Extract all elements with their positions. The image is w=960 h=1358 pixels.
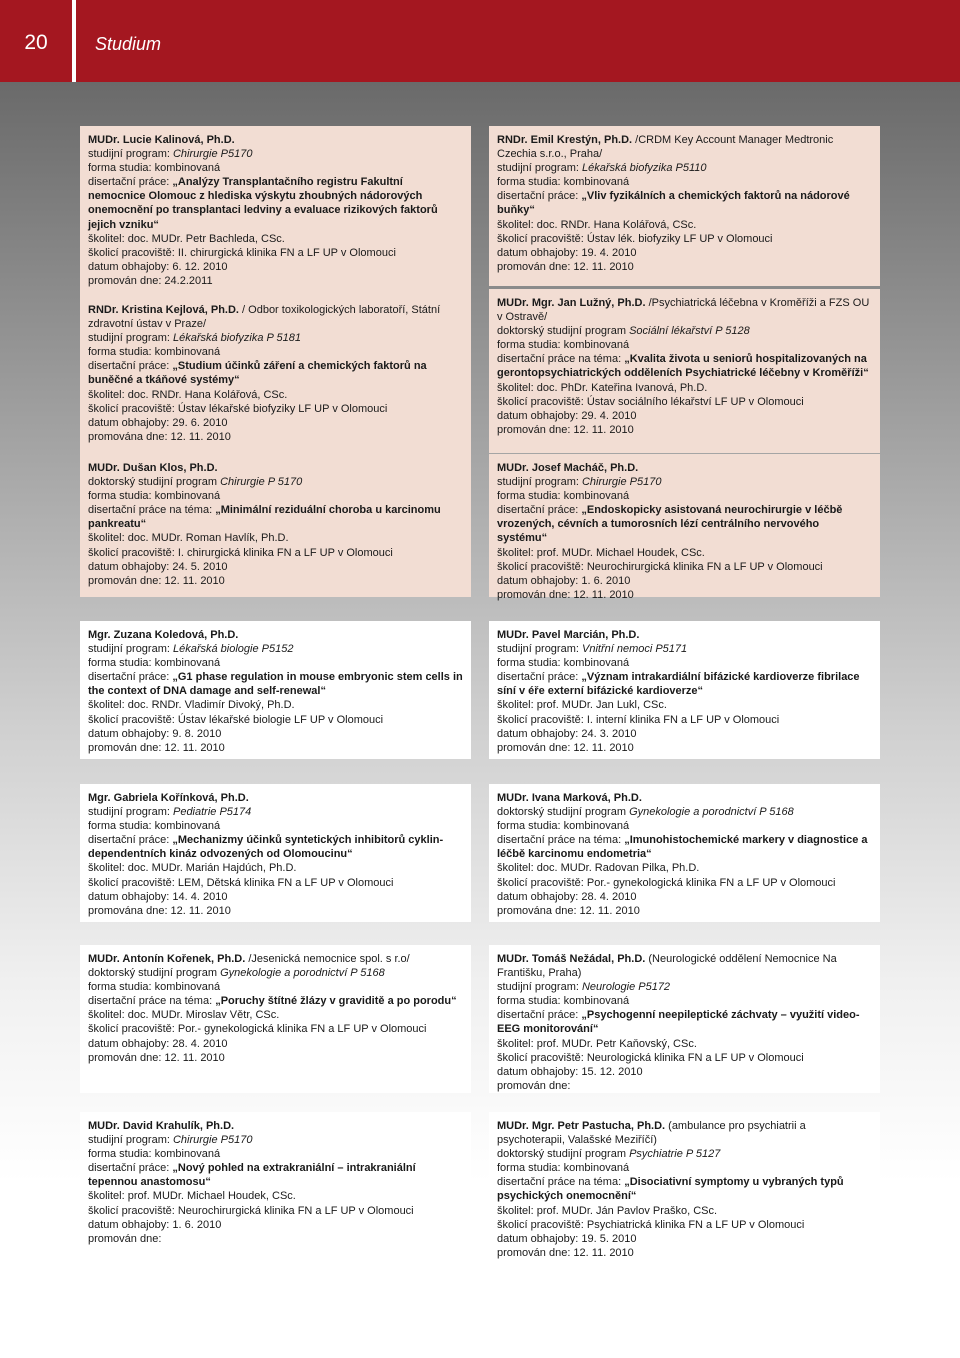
entry-header bbox=[88, 628, 463, 642]
study-program bbox=[88, 475, 463, 489]
workplace: školicí pracoviště: Por.- gynekologická klinika FN a LF UP v Olomouci bbox=[497, 876, 836, 889]
thesis-label: disertační práce: bbox=[88, 671, 173, 684]
study-program bbox=[497, 980, 872, 994]
study-form: forma studia: kombinovaná bbox=[497, 1162, 630, 1175]
program-name: Lékařská biofyzika P 5181 bbox=[172, 332, 301, 345]
program-name: Gynekologie a porodnictví P 5168 bbox=[629, 806, 794, 819]
defense-date: datum obhajoby: 24. 5. 2010 bbox=[88, 560, 228, 573]
thesis-label: disertační práce na téma: bbox=[497, 1176, 625, 1189]
program-label: studijní program: bbox=[88, 332, 173, 345]
affiliation: (Neurologické oddělení Nemocnice Na Františku, Praha) bbox=[497, 953, 837, 980]
supervisor: školitel: prof. MUDr. Michael Houdek, CSc. bbox=[88, 1190, 296, 1203]
thesis bbox=[497, 1008, 872, 1036]
thesis-title: „Mechanizmy účinků syntetických inhibitorů cyklin-dependentních kináz odvozených od Olomoucinu“ bbox=[88, 834, 444, 861]
graduation-date: promována dne: 12. 11. 2010 bbox=[497, 904, 640, 917]
program-label: studijní program: bbox=[497, 162, 582, 175]
page-number: 20 bbox=[24, 31, 48, 54]
study-form: forma studia: kombinovaná bbox=[88, 162, 221, 175]
study-program bbox=[88, 805, 463, 819]
thesis bbox=[88, 670, 463, 698]
program-label: doktorský studijní program bbox=[497, 806, 630, 819]
entry-header bbox=[497, 296, 872, 324]
study-program bbox=[497, 642, 872, 656]
graduation-date: promován dne: bbox=[88, 1232, 162, 1245]
study-program bbox=[88, 966, 463, 980]
affiliation: /Jesenická nemocnice spol. s r.o/ bbox=[245, 953, 410, 965]
thesis bbox=[88, 359, 463, 387]
page-header bbox=[0, 0, 960, 82]
workplace: školicí pracoviště: Psychiatrická klinika FN a LF UP v Olomouci bbox=[497, 1218, 805, 1231]
program-name: Vnitřní nemoci P5171 bbox=[581, 643, 688, 656]
defense-date: datum obhajoby: 29. 4. 2010 bbox=[497, 409, 637, 422]
person-name: MUDr. Pavel Marcián, Ph.D. bbox=[497, 629, 640, 641]
person-name: RNDr. Kristina Kejlová, Ph.D. bbox=[88, 304, 239, 316]
thesis-label: disertační práce: bbox=[497, 504, 582, 517]
workplace: školicí pracoviště: Ústav lékařské biofyziky LF UP v Olomouci bbox=[88, 402, 388, 415]
study-form: forma studia: kombinovaná bbox=[88, 657, 221, 670]
supervisor: školitel: prof. MUDr. Petr Kaňovský, CSc. bbox=[497, 1037, 697, 1050]
thesis bbox=[88, 1161, 463, 1189]
graduation-date: promován dne: 12. 11. 2010 bbox=[88, 1051, 225, 1064]
defense-date: datum obhajoby: 15. 12. 2010 bbox=[497, 1065, 643, 1078]
thesis-title: „Nový pohled na extrakraniální – intrakraniální tepennou anastomosu“ bbox=[88, 1162, 416, 1189]
defense-date: datum obhajoby: 29. 6. 2010 bbox=[88, 416, 228, 429]
program-name: Sociální lékařství P 5128 bbox=[629, 325, 750, 338]
workplace: školicí pracoviště: Ústav sociálního lékařství LF UP v Olomouci bbox=[497, 395, 804, 408]
workplace: školicí pracoviště: Neurochirurgická klinika FN a LF UP v Olomouci bbox=[88, 1204, 414, 1217]
thesis bbox=[88, 833, 463, 861]
person-name: Mgr. Zuzana Koledová, Ph.D. bbox=[88, 629, 239, 641]
program-label: doktorský studijní program bbox=[497, 1148, 630, 1161]
thesis bbox=[497, 833, 872, 861]
person-name: MUDr. Tomáš Nežádal, Ph.D. bbox=[497, 953, 646, 965]
section-title: Studium bbox=[95, 34, 162, 54]
thesis-title: „Psychogenní neepileptické záchvaty – využití video-EEG monitorování“ bbox=[497, 1009, 860, 1036]
entry-header bbox=[88, 303, 463, 331]
program-name: Lékařská biofyzika P5110 bbox=[581, 162, 707, 175]
program-name: Chirurgie P 5170 bbox=[220, 476, 303, 489]
study-program bbox=[497, 475, 872, 489]
thesis bbox=[88, 503, 463, 531]
affiliation: /CRDM Key Account Manager Medtronic Czechia s.r.o., Praha/ bbox=[497, 134, 834, 161]
thesis bbox=[88, 994, 463, 1008]
program-name: Gynekologie a porodnictví P 5168 bbox=[220, 967, 385, 980]
program-label: doktorský studijní program bbox=[88, 967, 221, 980]
study-program bbox=[497, 1147, 872, 1161]
entry-header bbox=[497, 952, 872, 980]
graduation-date: promován dne: 12. 11. 2010 bbox=[497, 741, 634, 754]
study-form: forma studia: kombinovaná bbox=[497, 657, 630, 670]
entry-card bbox=[80, 621, 471, 759]
person-name: RNDr. Emil Krestýn, Ph.D. bbox=[497, 134, 633, 146]
program-label: doktorský studijní program bbox=[497, 325, 630, 338]
supervisor: školitel: prof. MUDr. Michael Houdek, CSc. bbox=[497, 546, 705, 559]
study-form: forma studia: kombinovaná bbox=[88, 490, 221, 503]
study-program bbox=[88, 147, 463, 161]
thesis-title: „Imunohistochemické markery v diagnostice a léčbě karcinomu endometria“ bbox=[497, 834, 868, 861]
study-form: forma studia: kombinovaná bbox=[88, 346, 221, 359]
thesis-label: disertační práce na téma: bbox=[88, 995, 216, 1008]
workplace: školicí pracoviště: LEM, Dětská klinika FN a LF UP v Olomouci bbox=[88, 876, 394, 889]
thesis-label: disertační práce: bbox=[497, 1009, 582, 1022]
thesis-title: „Analýzy Transplantačního registru Fakultní nemocnice Olomouc z hlediska výskytu zhoubných nádorových onemocnění po transplantaci ledviny a evaluace rizikových faktorů jejich vzniku“ bbox=[88, 176, 438, 231]
program-label: studijní program: bbox=[497, 981, 582, 994]
thesis-label: disertační práce: bbox=[88, 360, 173, 373]
entry-card bbox=[489, 621, 880, 759]
supervisor: školitel: prof. MUDr. Jan Lukl, CSc. bbox=[497, 699, 667, 712]
workplace: školicí pracoviště: I. interní klinika FN a LF UP v Olomouci bbox=[497, 713, 780, 726]
supervisor: školitel: doc. MUDr. Radovan Pilka, Ph.D. bbox=[497, 862, 700, 875]
program-label: studijní program: bbox=[88, 148, 173, 161]
program-name: Chirurgie P5170 bbox=[172, 1134, 253, 1147]
study-form: forma studia: kombinovaná bbox=[497, 339, 630, 352]
thesis bbox=[497, 503, 872, 545]
header-divider bbox=[72, 0, 76, 82]
workplace: školicí pracoviště: Ústav lék. biofyziky LF UP v Olomouci bbox=[497, 232, 773, 245]
entry-card bbox=[489, 289, 880, 453]
study-program bbox=[497, 161, 872, 175]
program-label: studijní program: bbox=[497, 476, 582, 489]
entry-card bbox=[80, 454, 471, 597]
study-form: forma studia: kombinovaná bbox=[497, 490, 630, 503]
defense-date: datum obhajoby: 9. 8. 2010 bbox=[88, 727, 222, 740]
person-name: MUDr. Ivana Marková, Ph.D. bbox=[497, 792, 642, 804]
thesis-title: „Poruchy štítné žlázy v graviditě a po porodu“ bbox=[215, 995, 457, 1008]
graduation-date: promován dne: 12. 11. 2010 bbox=[497, 588, 634, 601]
entry-card bbox=[489, 945, 880, 1093]
thesis bbox=[497, 352, 872, 380]
graduation-date: promována dne: 12. 11. 2010 bbox=[88, 904, 231, 917]
thesis-label: disertační práce na téma: bbox=[497, 353, 625, 366]
person-name: MUDr. Mgr. Petr Pastucha, Ph.D. bbox=[497, 1120, 666, 1132]
defense-date: datum obhajoby: 28. 4. 2010 bbox=[497, 890, 637, 903]
supervisor: školitel: doc. MUDr. Roman Havlík, Ph.D. bbox=[88, 532, 289, 545]
entry-header bbox=[88, 133, 463, 147]
graduation-date: promován dne: bbox=[497, 1079, 571, 1092]
thesis-title: „Vliv fyzikálních a chemických faktorů na nádorové buňky“ bbox=[497, 190, 850, 217]
graduation-date: promován dne: 12. 11. 2010 bbox=[88, 741, 225, 754]
defense-date: datum obhajoby: 6. 12. 2010 bbox=[88, 260, 228, 273]
entry-card bbox=[80, 1112, 471, 1260]
program-name: Psychiatrie P 5127 bbox=[629, 1148, 721, 1161]
entry-header bbox=[88, 461, 463, 475]
supervisor: školitel: prof. MUDr. Ján Pavlov Praško, CSc. bbox=[497, 1204, 718, 1217]
entry-header bbox=[497, 133, 872, 161]
thesis-label: disertační práce: bbox=[88, 834, 173, 847]
workplace: školicí pracoviště: II. chirurgická klinika FN a LF UP v Olomouci bbox=[88, 246, 396, 259]
study-program bbox=[88, 642, 463, 656]
entry-card bbox=[80, 945, 471, 1093]
entry-card bbox=[80, 296, 471, 454]
thesis-title: „Kvalita života u seniorů hospitalizovaných na gerontopsychiatrických odděleních Psychiatrické léčebny v Kroměříži“ bbox=[497, 353, 869, 380]
study-program bbox=[88, 1133, 463, 1147]
thesis-title: „G1 phase regulation in mouse embryonic stem cells in the context of DNA damage and self-renewal“ bbox=[88, 671, 463, 698]
program-label: studijní program: bbox=[88, 806, 173, 819]
person-name: Mgr. Gabriela Kořínková, Ph.D. bbox=[88, 792, 249, 804]
thesis-title: „Význam intrakardiální bifázické kardioverze fibrilace síní v éře externí bifázické kardioverze“ bbox=[497, 671, 860, 698]
entry-header bbox=[497, 1119, 872, 1147]
person-name: MUDr. David Krahulík, Ph.D. bbox=[88, 1120, 235, 1132]
study-program bbox=[497, 324, 872, 338]
study-form: forma studia: kombinovaná bbox=[497, 176, 630, 189]
person-name: MUDr. Lucie Kalinová, Ph.D. bbox=[88, 134, 235, 146]
thesis-title: „Minimální reziduální choroba u karcinomu pankreatu“ bbox=[88, 504, 441, 531]
thesis-label: disertační práce: bbox=[88, 1162, 173, 1175]
person-name: MUDr. Dušan Klos, Ph.D. bbox=[88, 462, 218, 474]
thesis-title: „Disociativní symptomy u vybraných typů psychických onemocnění“ bbox=[497, 1176, 844, 1203]
defense-date: datum obhajoby: 1. 6. 2010 bbox=[88, 1218, 222, 1231]
workplace: školicí pracoviště: Neurologická klinika FN a LF UP v Olomouci bbox=[497, 1051, 804, 1064]
thesis-label: disertační práce na téma: bbox=[88, 504, 216, 517]
supervisor: školitel: doc. MUDr. Petr Bachleda, CSc. bbox=[88, 232, 285, 245]
study-form: forma studia: kombinovaná bbox=[88, 981, 221, 994]
supervisor: školitel: doc. RNDr. Hana Kolářová, CSc. bbox=[88, 388, 288, 401]
thesis bbox=[497, 670, 872, 698]
entry-header bbox=[497, 791, 872, 805]
study-form: forma studia: kombinovaná bbox=[88, 820, 221, 833]
entry-card bbox=[80, 784, 471, 922]
program-label: studijní program: bbox=[88, 1134, 173, 1147]
entry-card bbox=[489, 784, 880, 922]
study-form: forma studia: kombinovaná bbox=[88, 1148, 221, 1161]
entry-header bbox=[88, 791, 463, 805]
thesis-label: disertační práce na téma: bbox=[497, 834, 625, 847]
graduation-date: promován dne: 12. 11. 2010 bbox=[88, 574, 225, 587]
entry-header bbox=[497, 628, 872, 642]
graduation-date: promována dne: 12. 11. 2010 bbox=[88, 430, 231, 443]
entry-card bbox=[80, 126, 471, 296]
workplace: školicí pracoviště: Por.- gynekologická klinika FN a LF UP v Olomouci bbox=[88, 1023, 427, 1036]
thesis-label: disertační práce: bbox=[497, 671, 582, 684]
graduation-date: promován dne: 12. 11. 2010 bbox=[497, 423, 634, 436]
supervisor: školitel: doc. MUDr. Marián Hajdúch, Ph.D. bbox=[88, 862, 297, 875]
person-name: MUDr. Josef Macháč, Ph.D. bbox=[497, 462, 639, 474]
defense-date: datum obhajoby: 28. 4. 2010 bbox=[88, 1037, 228, 1050]
entry-header bbox=[88, 952, 463, 966]
affiliation: /Psychiatrická léčebna v Kroměříži a FZS OU v Ostravě/ bbox=[497, 297, 870, 324]
supervisor: školitel: doc. RNDr. Vladimír Divoký, Ph.D. bbox=[88, 699, 295, 712]
defense-date: datum obhajoby: 19. 4. 2010 bbox=[497, 246, 637, 259]
program-label: doktorský studijní program bbox=[88, 476, 221, 489]
entry-card bbox=[489, 454, 880, 601]
thesis-title: „Studium účinků záření a chemických faktorů na buněčné a tkáňové systémy“ bbox=[88, 360, 427, 387]
program-name: Chirurgie P5170 bbox=[172, 148, 253, 161]
thesis bbox=[497, 189, 872, 217]
program-name: Pediatrie P5174 bbox=[172, 806, 252, 819]
study-form: forma studia: kombinovaná bbox=[497, 995, 630, 1008]
thesis-title: „Endoskopicky asistovaná neurochirurgie v léčbě vrozených, cévních a tumorosních lézí centrálního nervového systému“ bbox=[497, 504, 843, 545]
entry-header bbox=[88, 1119, 463, 1133]
defense-date: datum obhajoby: 24. 3. 2010 bbox=[497, 727, 637, 740]
defense-date: datum obhajoby: 1. 6. 2010 bbox=[497, 574, 631, 587]
study-program bbox=[88, 331, 463, 345]
workplace: školicí pracoviště: Neurochirurgická klinika FN a LF UP v Olomouci bbox=[497, 560, 823, 573]
thesis-label: disertační práce: bbox=[88, 176, 173, 189]
graduation-date: promován dne: 12. 11. 2010 bbox=[497, 260, 634, 273]
thesis bbox=[497, 1175, 872, 1203]
program-label: studijní program: bbox=[497, 643, 582, 656]
program-name: Neurologie P5172 bbox=[581, 981, 671, 994]
entry-card bbox=[489, 1112, 880, 1260]
supervisor: školitel: doc. PhDr. Kateřina Ivanová, Ph.D. bbox=[497, 381, 708, 394]
workplace: školicí pracoviště: I. chirurgická klinika FN a LF UP v Olomouci bbox=[88, 546, 393, 559]
program-name: Lékařská biologie P5152 bbox=[172, 643, 294, 656]
supervisor: školitel: doc. MUDr. Miroslav Větr, CSc. bbox=[88, 1009, 280, 1022]
entry-header bbox=[497, 461, 872, 475]
program-name: Chirurgie P5170 bbox=[581, 476, 662, 489]
workplace: školicí pracoviště: Ústav lékařské biologie LF UP v Olomouci bbox=[88, 713, 384, 726]
defense-date: datum obhajoby: 14. 4. 2010 bbox=[88, 890, 228, 903]
defense-date: datum obhajoby: 19. 5. 2010 bbox=[497, 1232, 637, 1245]
person-name: MUDr. Mgr. Jan Lužný, Ph.D. bbox=[497, 297, 646, 309]
thesis-label: disertační práce: bbox=[497, 190, 582, 203]
person-name: MUDr. Antonín Kořenek, Ph.D. bbox=[88, 953, 246, 965]
graduation-date: promován dne: 24.2.2011 bbox=[88, 274, 213, 287]
graduation-date: promován dne: 12. 11. 2010 bbox=[497, 1246, 634, 1259]
study-program bbox=[497, 805, 872, 819]
study-form: forma studia: kombinovaná bbox=[497, 820, 630, 833]
program-label: studijní program: bbox=[88, 643, 173, 656]
affiliation: (ambulance pro psychiatrii a psychoterapii, Valašské Meziříčí) bbox=[497, 1120, 806, 1147]
entry-card bbox=[489, 126, 880, 286]
thesis bbox=[88, 175, 463, 231]
affiliation: / Odbor toxikologických laboratoří, Státní zdravotní ústav v Praze/ bbox=[88, 304, 441, 331]
supervisor: školitel: doc. RNDr. Hana Kolářová, CSc. bbox=[497, 218, 697, 231]
